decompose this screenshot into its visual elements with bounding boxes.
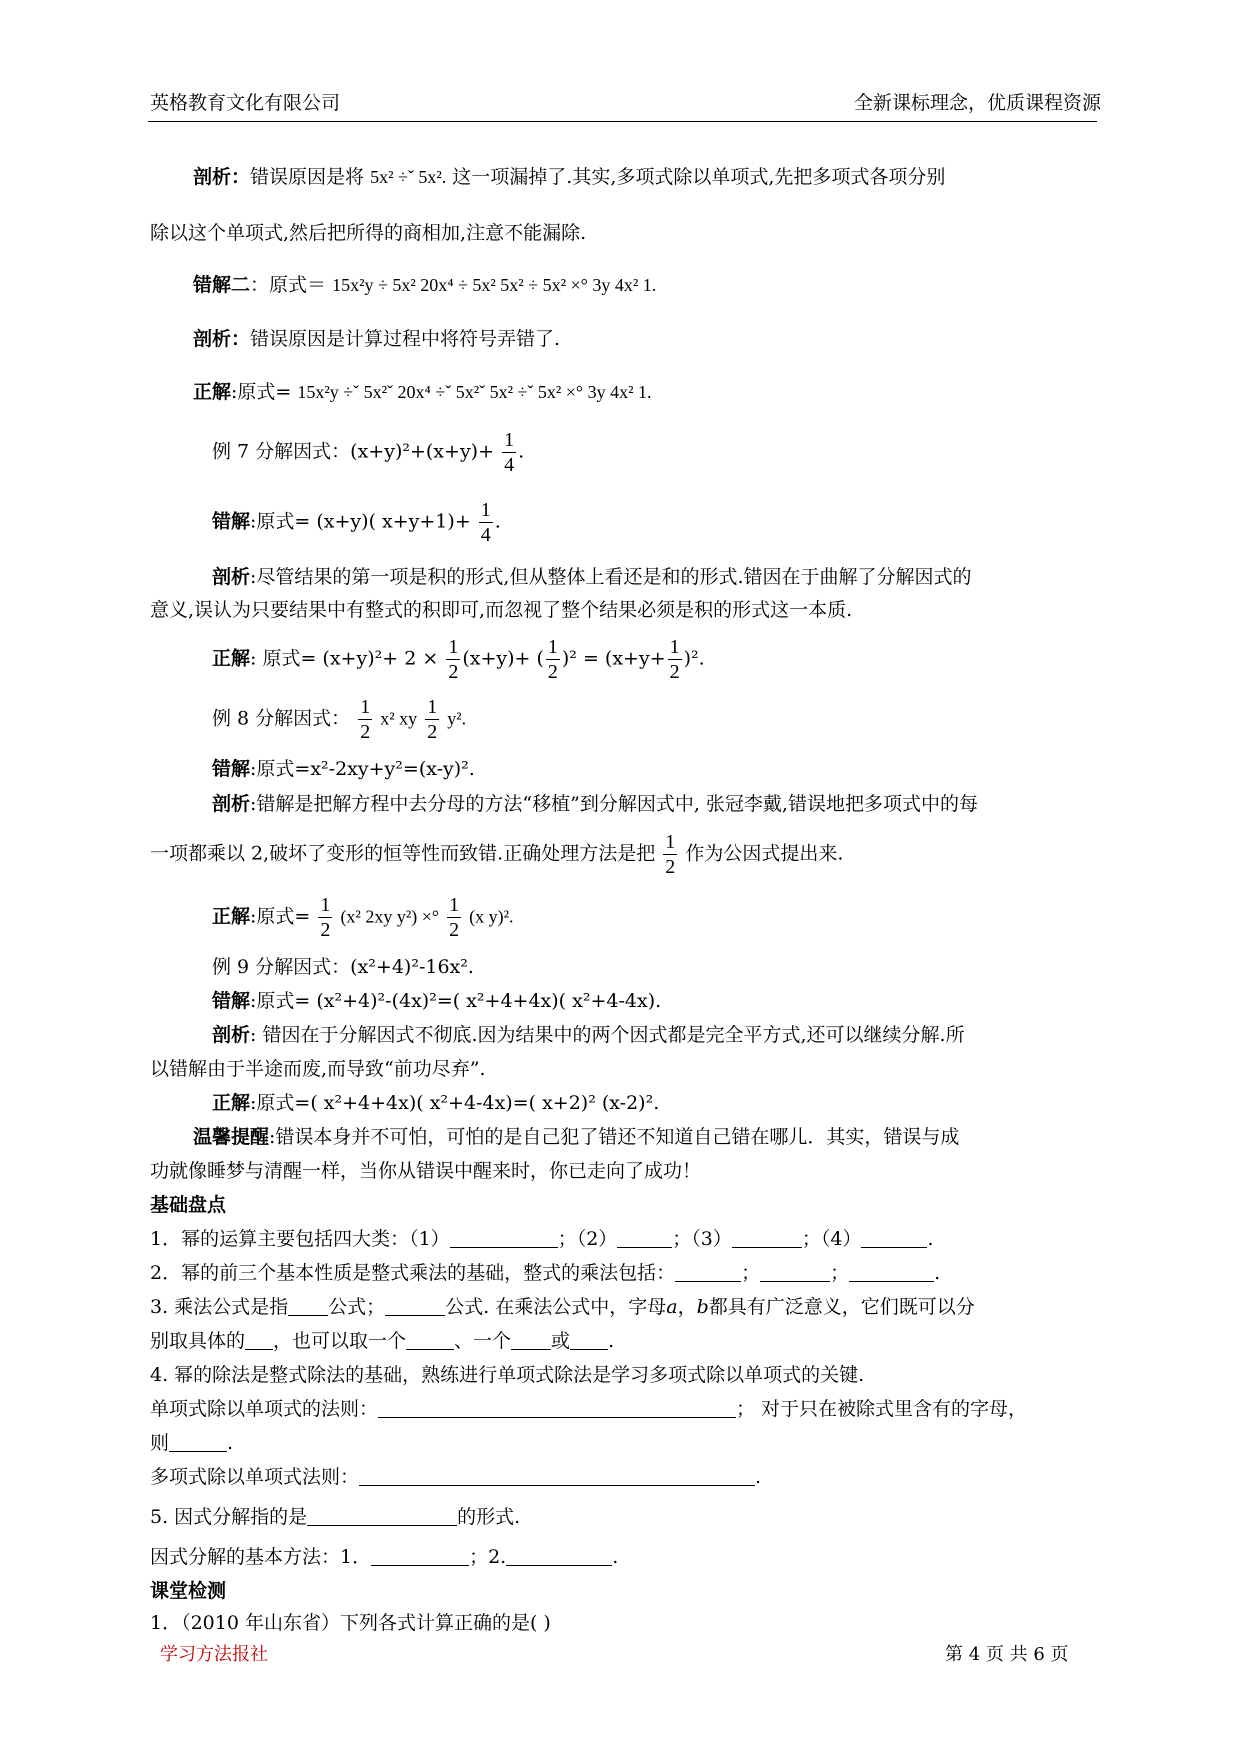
- label: 剖析: [212, 566, 251, 588]
- fraction: [358, 697, 372, 742]
- answer-blank[interactable]: [371, 1547, 469, 1566]
- wrong-solution-7: [212, 500, 501, 545]
- text: : 原式= (x+y)²+: [250, 647, 399, 670]
- label: 错解: [212, 758, 251, 780]
- answer-blank[interactable]: [169, 1433, 227, 1452]
- label: 正解: [212, 905, 251, 928]
- label: 剖析: [212, 1024, 251, 1046]
- text: 例 7 分解因式：(x+y)²+(x+y)+: [212, 440, 495, 463]
- text: 1．幂的运算主要包括四大类：（1）: [150, 1228, 450, 1250]
- text: :尽管结果的第一项是积的形式,但从整体上看还是和的形式.错因在于曲解了分解因式的: [250, 566, 972, 588]
- example-8: [212, 697, 466, 742]
- text: .: [934, 1262, 941, 1284]
- math: x² xy: [380, 708, 418, 729]
- answer-blank[interactable]: [385, 1297, 445, 1316]
- numerator: 1: [448, 636, 459, 658]
- text: .: [518, 440, 525, 463]
- text: )² = (x+y+: [561, 647, 666, 670]
- header-rule: [148, 121, 1097, 122]
- text: 例 8 分解因式：: [212, 707, 351, 730]
- analysis-8: [212, 787, 978, 821]
- analysis-9: [212, 1018, 965, 1052]
- question-4-rule-3: [150, 1460, 761, 1494]
- question-4-rule-1: [150, 1392, 1027, 1426]
- answer-blank[interactable]: [849, 1263, 934, 1282]
- text: :原式=: [231, 381, 292, 403]
- denominator: 2: [360, 721, 371, 743]
- text: :原式=: [250, 905, 311, 928]
- analysis-2: [193, 322, 560, 356]
- correct-solution-7: [212, 637, 705, 682]
- analysis-7-cont: 意义,误认为只要结果中有整式的积即可,而忽视了整个结果必须是积的形式这一本质.: [150, 599, 853, 621]
- text: 一项都乘以 2,破坏了变形的恒等性而致错.正确处理方法是把: [150, 842, 656, 865]
- answer-blank[interactable]: [359, 1467, 755, 1486]
- math: (x y)².: [469, 906, 514, 927]
- text: 2．幂的前三个基本性质是整式乘法的基础，整式的乘法包括：: [150, 1262, 676, 1284]
- numerator: 1: [504, 429, 515, 451]
- math: 15x²y ÷ˇ 5x²ˇ 20x⁴ ÷ˇ 5x²ˇ 5x² ÷ˇ 5x² ×° 3y 4x² 1.: [297, 382, 652, 402]
- answer-blank[interactable]: [406, 1331, 454, 1350]
- text: 的形式.: [457, 1506, 521, 1528]
- example-7: [212, 430, 524, 475]
- answer-blank[interactable]: [617, 1229, 672, 1248]
- fraction: [447, 895, 461, 940]
- text: :原式= (x+y)( x+y+1)+: [250, 510, 471, 533]
- answer-blank[interactable]: [506, 1547, 612, 1566]
- question-5: [150, 1500, 520, 1534]
- correct-solution-9: [212, 1086, 659, 1120]
- label: 错解二: [193, 274, 251, 296]
- denominator: 2: [427, 721, 438, 743]
- text: .: [494, 510, 501, 533]
- header-slogan: 全新课标理念，优质课程资源: [853, 92, 1101, 114]
- text: 公式；: [328, 1296, 386, 1318]
- correct-solution-8: [212, 895, 514, 940]
- question-1: [150, 1222, 934, 1256]
- denominator: 2: [669, 661, 680, 683]
- text: .: [755, 1466, 762, 1488]
- tip: [193, 1120, 959, 1154]
- text: ；（4）: [801, 1228, 862, 1250]
- answer-blank[interactable]: [760, 1263, 830, 1282]
- answer-blank[interactable]: [245, 1331, 273, 1350]
- text: 别取具体的: [150, 1330, 246, 1352]
- question-4-rule-2: [150, 1426, 233, 1460]
- numerator: 1: [480, 499, 491, 521]
- text: 单项式除以单项式的法则：: [150, 1398, 379, 1420]
- math: 5x² ÷ˇ 5x².: [370, 167, 447, 187]
- text: 2 ×: [404, 647, 439, 670]
- wrong-solution-8: [212, 752, 475, 786]
- text: :错误本身并不可怕，可怕的是自己犯了错还不知道自己错在哪儿．其实，错误与成: [269, 1126, 960, 1148]
- text: :错解是把解方程中去分母的方法“移植”到分解因式中, 张冠李戴,错误地把多项式中的每: [250, 793, 978, 815]
- denominator: 2: [449, 919, 460, 941]
- text: ，也可以取一个: [273, 1330, 407, 1352]
- text: :原式= (x²+4)²-(4x)²=( x²+4+4x)( x²+4-4x).: [250, 990, 662, 1012]
- text: 5. 因式分解指的是: [150, 1506, 308, 1528]
- text: :原式=x²-2xy+y²=(x-y)².: [250, 758, 475, 780]
- text: 多项式除以单项式法则：: [150, 1466, 360, 1488]
- text: 错误原因是将: [250, 166, 365, 188]
- numerator: 1: [449, 894, 460, 916]
- math: (x² 2xy y²) ×°: [340, 906, 440, 927]
- text: 则: [150, 1432, 170, 1454]
- tip-cont: 功就像睡梦与清醒一样，当你从错误中醒来时，你已走向了成功！: [150, 1160, 702, 1182]
- numerator: 1: [669, 636, 680, 658]
- question-6: [150, 1540, 618, 1574]
- numerator: 1: [547, 636, 558, 658]
- fraction: [425, 697, 439, 742]
- text: .: [612, 1546, 619, 1568]
- text: ，: [677, 1296, 697, 1318]
- label: 温馨提醒: [193, 1126, 270, 1148]
- answer-blank[interactable]: [861, 1229, 927, 1248]
- text: ；（2）: [557, 1228, 618, 1250]
- answer-blank[interactable]: [732, 1229, 802, 1248]
- label: 剖析: [212, 793, 251, 815]
- wrong-solution-2: [193, 268, 656, 302]
- denominator: 4: [504, 454, 515, 476]
- text: 、一个: [454, 1330, 512, 1352]
- label: 正解: [212, 647, 251, 670]
- text: 或: [551, 1330, 571, 1352]
- analysis-8-cont: [150, 832, 843, 877]
- fraction: [546, 637, 560, 682]
- text: )².: [683, 647, 705, 670]
- section-basics: 基础盘点: [150, 1194, 227, 1216]
- answer-blank[interactable]: [378, 1399, 736, 1418]
- text: .: [608, 1330, 615, 1352]
- numerator: 1: [360, 696, 371, 718]
- numerator: 1: [320, 894, 331, 916]
- answer-blank[interactable]: [570, 1331, 608, 1350]
- example-9: 例 9 分解因式：(x²+4)²-16x².: [212, 956, 474, 978]
- analysis-7: [212, 560, 972, 594]
- math: 15x²y ÷ 5x² 20x⁴ ÷ 5x² 5x² ÷ 5x² ×° 3y 4x² 1.: [332, 275, 657, 295]
- correct-solution-1: [193, 375, 652, 409]
- test-question-1: 1．（2010 年山东省）下列各式计算正确的是( ): [150, 1612, 551, 1634]
- letter-b: b: [696, 1296, 709, 1318]
- text: ； 对于只在被除式里含有的字母，: [736, 1398, 1028, 1420]
- denominator: 2: [665, 856, 676, 878]
- text: ；: [830, 1262, 850, 1284]
- footer-page-number: 第 4 页 共 6 页: [945, 1644, 1069, 1665]
- numerator: 1: [665, 831, 676, 853]
- text: ；（3）: [672, 1228, 732, 1250]
- label: 剖析：: [193, 166, 251, 188]
- text: ：原式＝: [250, 274, 327, 296]
- footer-publisher: 学习方法报社: [160, 1644, 268, 1665]
- denominator: 2: [547, 661, 558, 683]
- fraction: [502, 430, 516, 475]
- text: : 错因在于分解因式不彻底.因为结果中的两个因式都是完全平方式,还可以继续分解.所: [250, 1024, 965, 1046]
- question-2: [150, 1256, 940, 1290]
- header-company: 英格教育文化有限公司: [150, 92, 341, 114]
- question-3: [150, 1290, 975, 1324]
- label: 错解: [212, 990, 251, 1012]
- text: 3. 乘法公式是指: [150, 1296, 289, 1318]
- label: 正解: [212, 1092, 251, 1114]
- text: 因式分解的基本方法：1．: [150, 1546, 372, 1568]
- answer-blank[interactable]: [511, 1331, 551, 1350]
- answer-blank[interactable]: [675, 1263, 741, 1282]
- text: .: [227, 1432, 234, 1454]
- denominator: 2: [448, 661, 459, 683]
- denominator: 4: [480, 524, 491, 546]
- label: 剖析：: [193, 328, 251, 350]
- question-3-cont: [150, 1324, 614, 1358]
- math: y².: [447, 708, 467, 729]
- text: :原式=( x²+4+4x)( x²+4-4x)=( x+2)² (x-2)².: [250, 1092, 660, 1114]
- text: (x+y)+ (: [462, 647, 544, 670]
- answer-blank[interactable]: [450, 1229, 558, 1248]
- text: 错误原因是计算过程中将符号弄错了.: [250, 328, 561, 350]
- question-4: 4. 幂的除法是整式除法的基础，熟练进行单项式除法是学习多项式除以单项式的关键.: [150, 1364, 865, 1386]
- text: 都具有广泛意义，它们既可以分: [708, 1296, 975, 1318]
- analysis-9-cont: 以错解由于半途而废,而导致“前功尽弃”.: [150, 1058, 486, 1080]
- answer-blank[interactable]: [288, 1297, 328, 1316]
- text: 作为公因式提出来.: [685, 842, 844, 865]
- label: 正解: [193, 381, 232, 403]
- fraction: [668, 637, 682, 682]
- fraction: [479, 500, 493, 545]
- denominator: 2: [320, 919, 331, 941]
- answer-blank[interactable]: [307, 1507, 457, 1526]
- numerator: 1: [427, 696, 438, 718]
- fraction: [663, 832, 677, 877]
- fraction: [318, 895, 332, 940]
- text: ；: [741, 1262, 761, 1284]
- text: ；2.: [469, 1546, 507, 1568]
- letter-a: a: [666, 1296, 678, 1318]
- wrong-solution-9: [212, 984, 661, 1018]
- fraction: [446, 637, 460, 682]
- analysis-1-cont: 除以这个单项式,然后把所得的商相加,注意不能漏除.: [150, 222, 587, 244]
- section-classroom-test: 课堂检测: [150, 1580, 227, 1602]
- analysis-1: [193, 160, 945, 194]
- text: 公式. 在乘法公式中，字母: [445, 1296, 667, 1318]
- text: 这一项漏掉了.其实,多项式除以单项式,先把多项式各项分别: [452, 166, 946, 188]
- text: .: [927, 1228, 934, 1250]
- label: 错解: [212, 510, 251, 533]
